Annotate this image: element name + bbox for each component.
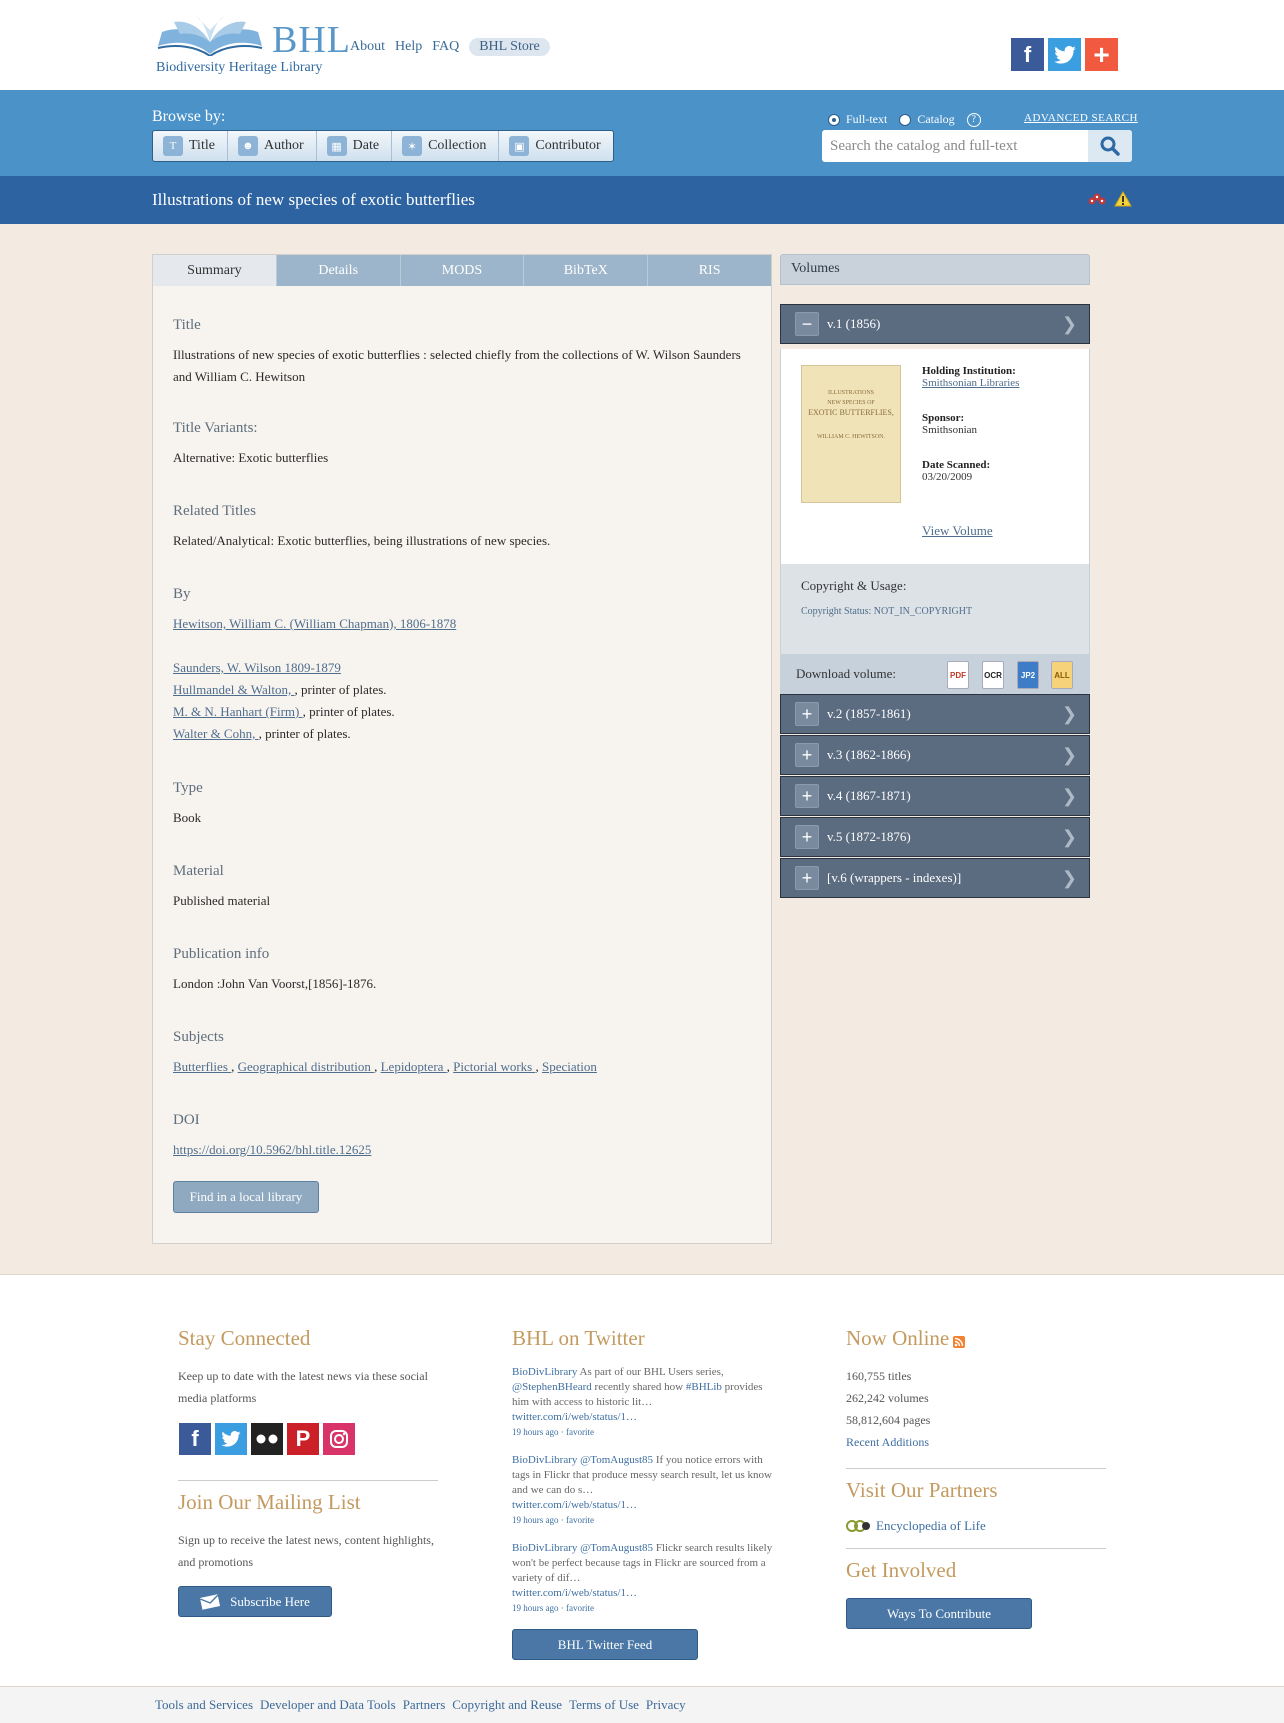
- volume-row[interactable]: [780, 694, 1090, 734]
- logo-text: BHL: [272, 19, 351, 61]
- footer: [0, 1274, 1284, 1686]
- author-item: [173, 701, 753, 723]
- tweet: BioDivLibrary As part of our BHL Users series, @StephenBHeard recently shared how #BHLib provides him with access to historic lit… twitter.com/i/web/status/1… 19 hours ago · favorite: [512, 1366, 763, 1437]
- facebook-icon[interactable]: f: [179, 1423, 211, 1455]
- subscribe-label: Subscribe Here: [230, 1593, 310, 1609]
- summary-panel: [152, 254, 772, 1244]
- stat-titles: 160,755 titles: [846, 1369, 912, 1383]
- twitter-feed-button[interactable]: BHL Twitter Feed: [512, 1629, 698, 1660]
- chevron-right-icon: ❯: [1061, 786, 1077, 806]
- envelope-icon: [200, 1594, 220, 1610]
- title-value: Illustrations of new species of exotic butterflies : selected chiefly from the collections of W. Wilson Saunders and William C. Hewitson: [173, 347, 741, 384]
- variants-value: Alternative: Exotic butterflies: [173, 450, 329, 465]
- copyright-status: Copyright Status: NOT_IN_COPYRIGHT: [801, 606, 973, 617]
- pinterest-icon[interactable]: P: [287, 1423, 319, 1455]
- copyright-label: Copyright & Usage:: [801, 578, 907, 593]
- scanned-value: 03/20/2009: [922, 471, 973, 483]
- subject-link[interactable]: Pictorial works: [453, 1059, 536, 1074]
- download-volume: [780, 654, 1090, 694]
- view-volume-link[interactable]: View Volume: [922, 523, 993, 538]
- add-plus-icon[interactable]: +: [1085, 38, 1118, 71]
- tweet-favorite[interactable]: favorite: [566, 1603, 594, 1613]
- catalog-radio[interactable]: [899, 114, 911, 126]
- browse-author-button[interactable]: [228, 131, 317, 161]
- cover-line: ILLUSTRATIONS: [828, 390, 874, 396]
- tweet-link[interactable]: twitter.com/i/web/status/1…: [512, 1411, 637, 1423]
- browse-contributor-label: Contributor: [535, 138, 601, 153]
- volume-label: [v.6 (wrappers - indexes)]: [827, 870, 962, 885]
- tweet: BioDivLibrary @TomAugust85 If you notice errors with tags in Flickr that produce messy search result, let us know and we can do s… twitter.com/i/web/status/1… 19 hours ago · favorite: [512, 1454, 772, 1525]
- tweet-link[interactable]: twitter.com/i/web/status/1…: [512, 1587, 637, 1599]
- twitter-icon[interactable]: [1048, 38, 1081, 71]
- bottom-bar: [0, 1686, 1284, 1723]
- author-role: , printer of plates.: [294, 682, 387, 697]
- title-icon: T: [163, 136, 183, 156]
- volume-row[interactable]: [780, 735, 1090, 775]
- stay-connected-heading: Stay Connected: [178, 1326, 311, 1350]
- now-online-header: [846, 1326, 965, 1351]
- subject-link[interactable]: Speciation: [542, 1059, 597, 1074]
- site-header: [0, 0, 1284, 90]
- scanned-label: Date Scanned:: [922, 459, 991, 471]
- author-item: [173, 723, 753, 745]
- subjects-list: Butterflies , Geographical distribution , Lepidoptera , Pictorial works , Speciation: [173, 1059, 597, 1074]
- search-options: [828, 112, 981, 127]
- nav-bhl-store[interactable]: BHL Store: [469, 38, 550, 56]
- browse-title-button[interactable]: [153, 131, 228, 161]
- type-label: Type: [173, 780, 203, 796]
- mailing-list-text: Sign up to receive the latest news, content highlights, and promotions: [178, 1533, 434, 1569]
- catalog-label: Catalog: [917, 112, 955, 126]
- page-title: Illustrations of new species of exotic butterflies: [152, 190, 475, 209]
- link-tools-services[interactable]: Tools and Services: [155, 1697, 254, 1712]
- search-box: [822, 130, 1132, 162]
- author-role: , printer of plates.: [302, 704, 395, 719]
- type-section: [173, 780, 753, 829]
- ways-to-contribute-button[interactable]: Ways To Contribute: [846, 1598, 1032, 1629]
- tweet-favorite[interactable]: favorite: [566, 1515, 594, 1525]
- tweet: BioDivLibrary @TomAugust85 Flickr search results likely won't be perfect because tags in Flickr are sourced from a variety of dif… twitter.com/i/web/status/1… 19 hours ago · favorite: [512, 1542, 773, 1613]
- twitter-icon[interactable]: [215, 1423, 247, 1455]
- by-section: [173, 586, 753, 745]
- eol-partner[interactable]: [846, 1518, 986, 1534]
- title-label: Title: [173, 317, 201, 333]
- sponsor: [922, 412, 977, 436]
- author-link[interactable]: Hewitson, William C. (William Chapman), 1806-1878: [173, 616, 457, 631]
- material-section: [173, 863, 753, 912]
- volume-row[interactable]: [780, 776, 1090, 816]
- advanced-search-link[interactable]: ADVANCED SEARCH: [1024, 112, 1138, 124]
- facebook-icon[interactable]: f: [1011, 38, 1044, 71]
- tweet-time[interactable]: 19 hours ago: [512, 1603, 559, 1613]
- header-social: [1011, 38, 1118, 71]
- browse-title-label: Title: [189, 138, 215, 153]
- holding-institution: [922, 365, 1019, 389]
- subject-link[interactable]: Lepidoptera: [380, 1059, 447, 1074]
- top-nav: [350, 38, 550, 56]
- tab-bar: [153, 255, 771, 286]
- now-online-heading: Now Online: [846, 1326, 950, 1350]
- publication-section: [173, 946, 753, 995]
- title-bar: [0, 176, 1284, 224]
- tweet-text: If you notice errors with tags in Flickr that produce messy search result, let us know and we can do s…: [512, 1454, 772, 1496]
- publication-label: Publication info: [173, 946, 270, 962]
- chevron-right-icon: ❯: [1061, 314, 1077, 334]
- tweet-user[interactable]: BioDivLibrary: [512, 1454, 578, 1466]
- subscribe-button[interactable]: [178, 1586, 332, 1617]
- volume-label: v.5 (1872-1876): [827, 829, 911, 844]
- author-link[interactable]: Saunders, W. Wilson 1809-1879: [173, 660, 341, 675]
- sponsor-value: Smithsonian: [922, 424, 978, 436]
- find-local-library-button[interactable]: Find in a local library: [173, 1181, 319, 1213]
- bhl-logo[interactable]: [156, 14, 351, 78]
- material-label: Material: [173, 863, 224, 879]
- mailing-list-heading: Join Our Mailing List: [178, 1490, 361, 1514]
- author-link[interactable]: Hullmandel & Walton,: [173, 682, 295, 697]
- tab-bibtex[interactable]: BibTeX: [524, 255, 648, 286]
- author-item: [173, 679, 753, 701]
- tweet-time[interactable]: 19 hours ago: [512, 1515, 559, 1525]
- divider: [846, 1548, 1106, 1549]
- instagram-icon[interactable]: [323, 1423, 355, 1455]
- publication-value: London :John Van Voorst,[1856]-1876.: [173, 976, 377, 991]
- nav-faq[interactable]: FAQ: [432, 39, 460, 54]
- volume-cover-thumbnail[interactable]: [801, 365, 901, 503]
- tweet-text: provides him with access to historic lit…: [512, 1381, 763, 1408]
- stats-list: [846, 1365, 930, 1453]
- author-link[interactable]: M. & N. Hanhart (Firm): [173, 704, 303, 719]
- search-button[interactable]: [1088, 130, 1132, 162]
- open-book-logo-icon: [156, 16, 264, 56]
- cover-line: EXOTIC BUTTERFLIES,: [808, 408, 894, 417]
- recent-additions-link[interactable]: Recent Additions: [846, 1435, 929, 1449]
- warning-icon[interactable]: [1114, 191, 1132, 207]
- variants-section: [173, 420, 753, 469]
- author-item: [173, 657, 753, 679]
- sponsor-label: Sponsor:: [922, 412, 965, 424]
- volume-row[interactable]: [780, 858, 1090, 898]
- doi-section: [173, 1112, 753, 1161]
- divider: [846, 1468, 1106, 1469]
- download-label: Download volume:: [796, 666, 897, 681]
- copyright-usage: [780, 564, 1090, 654]
- calendar-icon: ▦: [327, 136, 347, 156]
- stat-volumes: 262,242 volumes: [846, 1391, 929, 1405]
- holding-label: Holding Institution:: [922, 365, 1016, 377]
- tweet-mention[interactable]: @TomAugust85: [580, 1542, 654, 1554]
- title-icons: [1088, 191, 1132, 207]
- nav-about[interactable]: About: [350, 39, 385, 54]
- related-section: [173, 503, 753, 552]
- get-involved-heading: Get Involved: [846, 1558, 957, 1582]
- chevron-right-icon: ❯: [1061, 827, 1077, 847]
- fulltext-radio[interactable]: [828, 114, 840, 126]
- stat-pages: 58,812,604 pages: [846, 1413, 931, 1427]
- eol-logo-icon: [846, 1520, 872, 1532]
- tweet-text: As part of our BHL Users series,: [577, 1366, 724, 1378]
- tweet-mention[interactable]: @StephenBHeard: [512, 1381, 592, 1393]
- subjects-label: Subjects: [173, 1029, 224, 1045]
- link-privacy[interactable]: Privacy: [645, 1697, 686, 1712]
- partners-heading: Visit Our Partners: [846, 1478, 998, 1502]
- browse-date-button[interactable]: [317, 131, 392, 161]
- browse-collection-label: Collection: [428, 138, 487, 153]
- link-developer-tools[interactable]: Developer and Data Tools: [260, 1697, 396, 1712]
- nav-help[interactable]: Help: [395, 39, 423, 54]
- browse-buttons: [152, 130, 614, 162]
- holding-link[interactable]: Smithsonian Libraries: [922, 377, 1020, 389]
- tweet-text: recently shared how: [591, 1381, 686, 1393]
- tweet-user[interactable]: BioDivLibrary: [512, 1366, 578, 1378]
- tweet-time[interactable]: 19 hours ago: [512, 1427, 559, 1437]
- volume-label: v.3 (1862-1866): [827, 747, 911, 762]
- logo-subtitle: Biodiversity Heritage Library: [156, 60, 323, 75]
- volume-row-expanded[interactable]: [780, 304, 1090, 344]
- volume-label: v.4 (1867-1871): [827, 788, 911, 803]
- browse-bar: [0, 90, 1284, 176]
- twitter-heading: BHL on Twitter: [512, 1326, 645, 1350]
- browse-collection-button[interactable]: [392, 131, 499, 161]
- pdf-download-icon[interactable]: PDF: [947, 661, 969, 689]
- browse-date-label: Date: [352, 138, 380, 153]
- tab-mods[interactable]: MODS: [401, 255, 525, 286]
- author-link[interactable]: Walter & Cohn,: [173, 726, 259, 741]
- browse-author-label: Author: [263, 138, 304, 153]
- link-terms[interactable]: Terms of Use: [569, 1697, 639, 1712]
- volume-detail: [780, 349, 1090, 564]
- tweet-favorite[interactable]: favorite: [566, 1427, 594, 1437]
- help-icon[interactable]: ?: [967, 113, 981, 127]
- subjects-section: [173, 1029, 753, 1078]
- search-icon: [1100, 136, 1120, 156]
- author-list: [173, 657, 753, 745]
- divider: [178, 1480, 438, 1481]
- rss-icon[interactable]: [953, 1336, 965, 1348]
- chevron-right-icon: ❯: [1061, 704, 1077, 724]
- ocr-download-icon[interactable]: OCR: [982, 661, 1004, 689]
- tab-summary[interactable]: Summary: [153, 255, 277, 286]
- view-volume-wrap: [922, 523, 993, 539]
- tweet-mention[interactable]: @TomAugust85: [580, 1454, 654, 1466]
- volumes-header: Volumes: [780, 254, 1090, 285]
- search-input[interactable]: [822, 130, 1088, 162]
- link-copyright-reuse[interactable]: Copyright and Reuse: [452, 1697, 563, 1712]
- tab-ris[interactable]: RIS: [698, 262, 721, 278]
- material-value: Published material: [173, 893, 271, 908]
- variants-label: Title Variants:: [173, 420, 258, 436]
- related-value: Related/Analytical: Exotic butterflies, being illustrations of new species.: [173, 533, 551, 548]
- cover-line: WILLIAM C. HEWITSON.: [817, 434, 885, 440]
- eol-link: Encyclopedia of Life: [876, 1518, 986, 1533]
- browse-label: Browse by:: [152, 108, 226, 125]
- tweet-link[interactable]: twitter.com/i/web/status/1…: [512, 1499, 637, 1511]
- collapse-icon[interactable]: −: [795, 312, 819, 336]
- tweet-hashtag[interactable]: #BHLib: [685, 1381, 722, 1393]
- type-value: Book: [173, 810, 202, 825]
- doi-link[interactable]: https://doi.org/10.5962/bhl.title.12625: [173, 1142, 372, 1157]
- mendeley-icon[interactable]: [1088, 191, 1106, 207]
- tab-details[interactable]: Details: [277, 255, 401, 286]
- chevron-right-icon: ❯: [1061, 745, 1077, 765]
- expand-icon[interactable]: +: [795, 784, 819, 808]
- tweet-text: Flickr search results likely won't be perfect because tags in Flickr are sourced from a variety of dif…: [512, 1542, 773, 1584]
- volume-label: v.2 (1857-1861): [827, 706, 911, 721]
- collection-icon: ✶: [402, 136, 422, 156]
- expand-icon[interactable]: +: [795, 825, 819, 849]
- all-download-icon[interactable]: ALL: [1051, 661, 1073, 689]
- stay-connected-text: Keep up to date with the latest news via these social media platforms: [178, 1369, 428, 1405]
- fulltext-label: Full-text: [846, 112, 888, 126]
- expand-icon[interactable]: +: [795, 866, 819, 890]
- author-icon: ☻: [238, 136, 258, 156]
- tweet-user[interactable]: BioDivLibrary: [512, 1542, 578, 1554]
- browse-contributor-button[interactable]: [499, 131, 612, 161]
- chevron-right-icon: ❯: [1061, 868, 1077, 888]
- bottom-links: [155, 1697, 686, 1713]
- flickr-icon[interactable]: [251, 1423, 283, 1455]
- footer-social-icons: [179, 1423, 355, 1455]
- contributor-icon: ▣: [509, 136, 529, 156]
- jp2-download-icon[interactable]: JP2: [1017, 661, 1039, 689]
- cover-line: NEW SPECIES OF: [827, 400, 875, 406]
- doi-label: DOI: [173, 1112, 200, 1128]
- link-partners[interactable]: Partners: [402, 1697, 446, 1712]
- expand-icon[interactable]: +: [795, 702, 819, 726]
- subject-link[interactable]: Butterflies: [173, 1059, 232, 1074]
- subject-link[interactable]: Geographical distribution: [237, 1059, 375, 1074]
- related-label: Related Titles: [173, 503, 256, 519]
- title-section: [173, 317, 753, 388]
- by-label: By: [173, 586, 191, 602]
- author-role: , printer of plates.: [258, 726, 351, 741]
- volume-label: v.1 (1856): [827, 316, 881, 331]
- expand-icon[interactable]: +: [795, 743, 819, 767]
- date-scanned: [922, 459, 990, 483]
- volume-row[interactable]: [780, 817, 1090, 857]
